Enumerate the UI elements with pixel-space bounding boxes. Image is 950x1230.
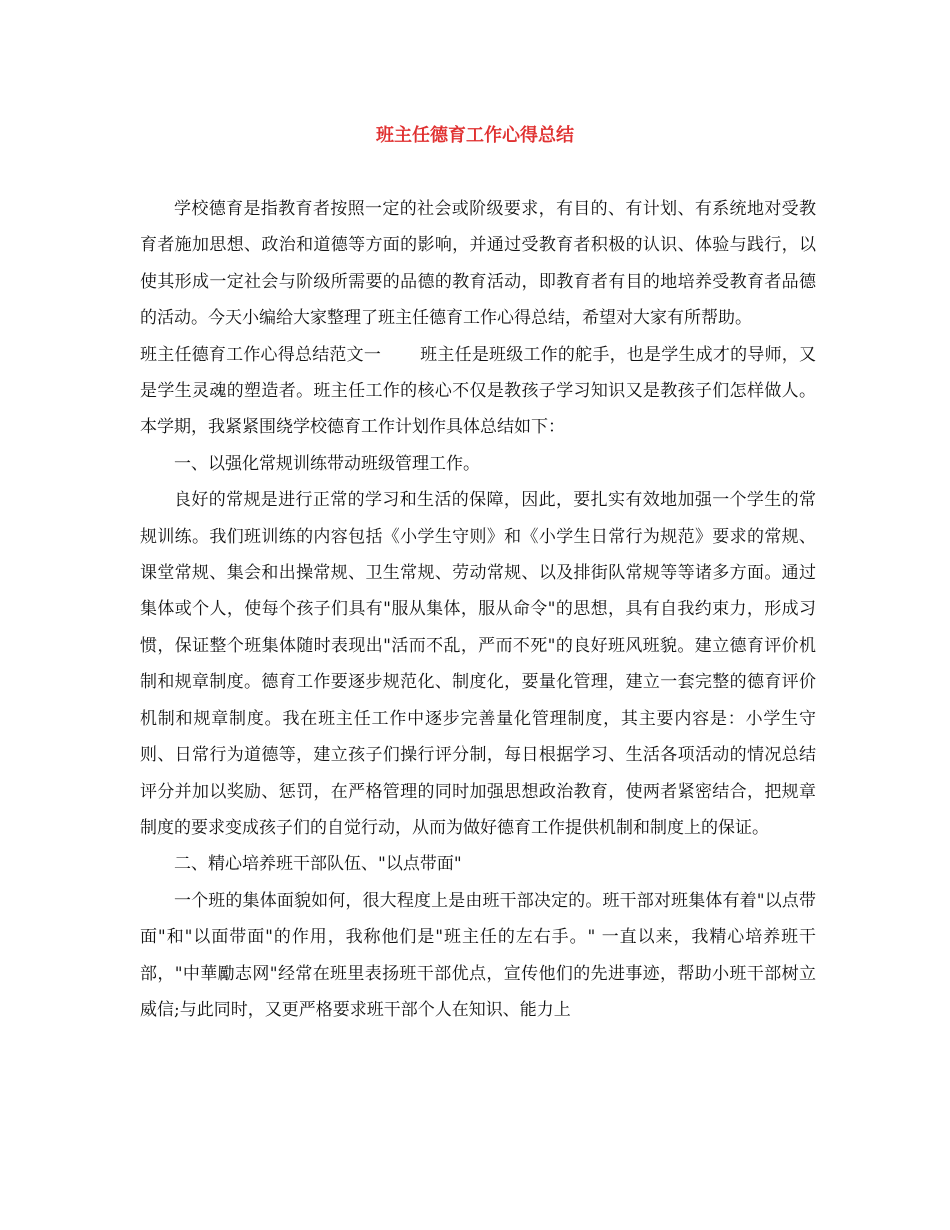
sample-intro-text: 班主任是班级工作的舵手，也是学生成才的导师，又是学生灵魂的塑造者。班主任工作的核心不仅是教孩子学习知识又是教孩子们怎样做人。本学期，我紧紧围绕学校德育工作计划作具体总结如下： <box>140 344 817 438</box>
section-paragraph-2: 一个班的集体面貌如何，很大程度上是由班干部决定的。班干部对班集体有着"以点带面"和"以面带面"的作用，我称他们是"班主任的左右手。" 一直以来，我精心培养班干部，"中華勵志网"经常在班里表扬班干部优点，宣传他们的先进事迹，帮助小班干部树立威信;与此同时，又更严格要求班干部个人在知识、能力上 <box>140 890 816 1020</box>
sample-paragraph <box>140 337 816 446</box>
section-heading-1: 一、以强化常规训练带动班级管理工作。 <box>174 453 480 474</box>
document-body <box>140 191 816 1028</box>
sample-label: 班主任德育工作心得总结范文一 <box>140 344 382 365</box>
intro-paragraph: 学校德育是指教育者按照一定的社会或阶级要求，有目的、有计划、有系统地对受教育者施加思想、政治和道德等方面的影响，并通过受教育者积极的认识、体验与践行，以使其形成一定社会与阶级所需要的品德的教育活动，即教育者有目的地培养受教育者品德的活动。今天小编给大家整理了班主任德育工作心得总结，希望对大家有所帮助。 <box>140 199 816 329</box>
section-heading-2: 二、精心培养班干部队伍、"以点带面" <box>174 854 462 875</box>
document-title: 班主任德育工作心得总结 <box>376 125 574 146</box>
section-paragraph-1: 良好的常规是进行正常的学习和生活的保障，因此，要扎实有效地加强一个学生的常规训练。我们班训练的内容包括《小学生守则》和《小学生日常行为规范》要求的常规、课堂常规、集会和出操常规、卫生常规、劳动常规、以及排街队常规等等诸多方面。通过集体或个人，使每个孩子们具有"服从集体，服从命令"的思想，具有自我约束力，形成习惯，保证整个班集体随时表现出"活而不乱，严而不死"的良好班风班貌。建立德育评价机制和规章制度。德育工作要逐步规范化、制度化，要量化管理，建立一套完整的德育评价机制和规章制度。我在班主任工作中逐步完善量化管理制度，其主要内容是：小学生守则、日常行为道德等，建立孩子们操行评分制，每日根据学习、生活各项活动的情况总结评分并加以奖励、惩罚，在严格管理的同时加强思想政治教育，使两者紧密结合，把规章制度的要求变成孩子们的自觉行动，从而为做好德育工作提供机制和制度上的保证。 <box>140 490 816 838</box>
